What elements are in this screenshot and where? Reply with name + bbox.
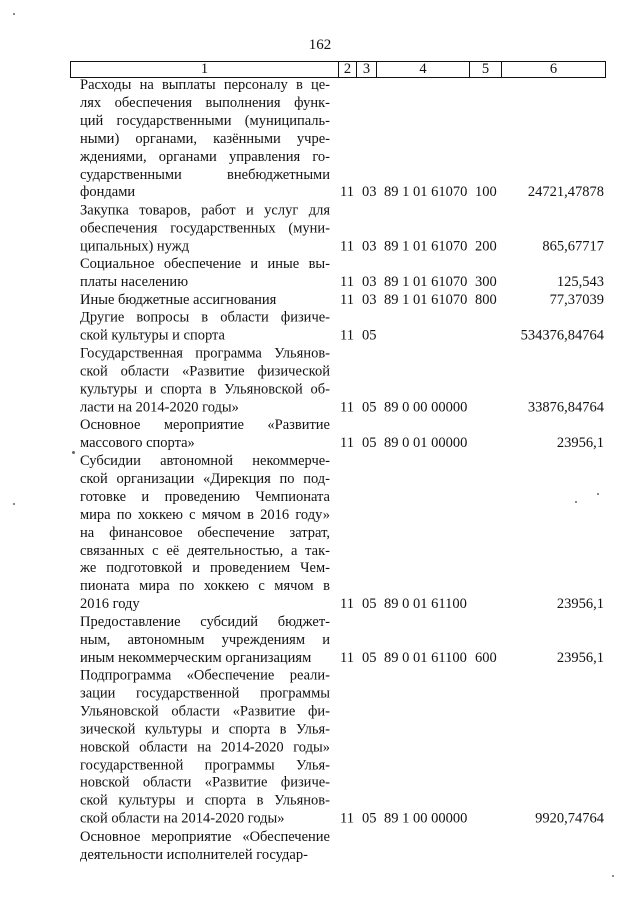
column-header-row (71, 62, 606, 78)
amount-value: 23956,1 (556, 434, 604, 451)
subsection-code: 03 (362, 291, 377, 308)
section-code: 11 (340, 273, 354, 290)
description-line: ской области на 2014-2020 годы» (80, 810, 285, 827)
table-row (0, 614, 640, 668)
description-line: Другие вопросы в области физиче- (80, 309, 330, 326)
column-header-target-article: 4 (377, 62, 470, 78)
amount-value: 24721,47878 (527, 184, 604, 201)
description-line: Расходы на выплаты персоналу в це- (80, 77, 330, 93)
amount-value: 77,37039 (549, 291, 604, 308)
table-row (0, 346, 640, 418)
row-description (80, 668, 330, 829)
description-line: ской организации «Дирекция по под- (80, 470, 330, 487)
scan-speck (13, 503, 15, 505)
description-line: Основное мероприятие «Развитие (80, 417, 330, 434)
expense-type-code: 800 (475, 291, 497, 308)
description-line: мира по хоккею с мячом в 2016 году» (80, 506, 330, 523)
table-row (0, 292, 640, 310)
amount-value: 23956,1 (556, 649, 604, 666)
column-header-table (70, 61, 606, 78)
target-article-code: 89 0 01 00000 (384, 434, 468, 451)
row-description (80, 292, 330, 310)
table-row (0, 77, 640, 202)
expense-type-code: 300 (475, 273, 497, 290)
target-article-code: 89 1 01 61070 (384, 273, 468, 290)
expense-type-code: 600 (475, 649, 497, 666)
description-line: на финансовое обеспечение затрат, (80, 524, 330, 541)
description-line: ской культуры и спорта в Ульянов- (80, 793, 330, 810)
amount-value: 125,543 (556, 273, 604, 290)
expense-type-code: 200 (475, 238, 497, 255)
table-row (0, 417, 640, 453)
column-header-section: 2 (339, 62, 357, 78)
subsection-code: 03 (362, 273, 377, 290)
target-article-code: 89 1 00 00000 (384, 810, 468, 827)
description-line: новской области «Развитие физиче- (80, 775, 330, 792)
description-line: обеспечения государственных (муни- (80, 220, 330, 237)
table-row (0, 256, 640, 292)
section-code: 11 (340, 238, 354, 255)
description-line: государственной программы Улья- (80, 757, 330, 774)
amount-value: 9920,74764 (535, 810, 604, 827)
section-code: 11 (340, 596, 354, 613)
target-article-code: 89 1 01 61070 (384, 184, 468, 201)
description-line: иным некоммерческим организациям (80, 649, 312, 666)
row-description (80, 256, 330, 292)
description-line: 2016 году (80, 596, 140, 613)
row-description (80, 453, 330, 614)
table-row (0, 453, 640, 614)
description-line: пионата мира по хоккею с мячом в (80, 578, 330, 595)
target-article-code: 89 0 01 61100 (384, 596, 467, 613)
scan-speck (72, 451, 75, 454)
description-line: платы населению (80, 273, 189, 290)
amount-value: 33876,84764 (527, 399, 604, 416)
description-line: деятельности исполнителей государ- (80, 846, 308, 863)
description-line: ципальных) нужд (80, 238, 190, 255)
column-header-name: 1 (71, 62, 339, 78)
section-code: 11 (340, 649, 354, 666)
section-code: 11 (340, 810, 354, 827)
description-line: связанных с её деятельностью, а так- (80, 542, 330, 559)
row-description (80, 202, 330, 256)
description-line: Субсидии автономной некоммерче- (80, 452, 330, 469)
description-line: Закупка товаров, работ и услуг для (80, 202, 330, 219)
target-article-code: 89 0 01 61100 (384, 649, 467, 666)
section-code: 11 (340, 184, 354, 201)
section-code: 11 (340, 399, 354, 416)
description-line: ской культуры и спорта (80, 327, 225, 344)
table-row (0, 829, 640, 865)
column-header-amount: 6 (502, 62, 606, 78)
amount-value: 534376,84764 (520, 327, 604, 344)
subsection-code: 05 (362, 327, 377, 344)
table-row (0, 202, 640, 256)
description-line: Ульяновской области «Развитие фи- (80, 703, 330, 720)
subsection-code: 05 (362, 649, 377, 666)
description-line: готовке и проведению Чемпионата (80, 488, 330, 505)
row-description (80, 829, 330, 865)
description-line: Основное мероприятие «Обеспечение (80, 828, 330, 845)
subsection-code: 05 (362, 434, 377, 451)
scan-speck (575, 501, 577, 503)
column-header-expense-type: 5 (470, 62, 502, 78)
row-description (80, 310, 330, 346)
amount-value: 865,67717 (542, 238, 604, 255)
description-line: ным, автономным учреждениям и (80, 631, 330, 648)
target-article-code: 89 1 01 61070 (384, 238, 468, 255)
description-line: новской области на 2014-2020 годы» (80, 739, 330, 756)
row-description (80, 614, 330, 668)
description-line: ными) органами, казёнными учре- (80, 130, 330, 147)
description-line: же подготовкой и проведением Чем- (80, 560, 330, 577)
description-line: Государственная программа Ульянов- (80, 345, 330, 362)
subsection-code: 05 (362, 810, 377, 827)
description-line: ласти на 2014-2020 годы» (80, 399, 239, 416)
row-description (80, 346, 330, 418)
subsection-code: 03 (362, 238, 377, 255)
page-number: 162 (308, 37, 332, 53)
subsection-code: 05 (362, 399, 377, 416)
target-article-code: 89 1 01 61070 (384, 291, 468, 308)
table-row (0, 310, 640, 346)
column-header-subsection: 3 (357, 62, 377, 78)
description-line: ций государственными (муниципаль- (80, 112, 330, 129)
scan-speck (612, 875, 614, 877)
section-code: 11 (340, 291, 354, 308)
section-code: 11 (340, 327, 354, 344)
description-line: зической культуры и спорта в Улья- (80, 721, 330, 738)
description-line: ждениями, органами управления го- (80, 148, 330, 165)
description-line: ской области «Развитие физической (80, 363, 330, 380)
section-code: 11 (340, 434, 354, 451)
target-article-code: 89 0 00 00000 (384, 399, 468, 416)
table-row (0, 668, 640, 829)
description-line: сударственными внебюджетными (80, 166, 330, 183)
description-line: фондами (80, 184, 136, 201)
description-line: массового спорта» (80, 435, 195, 452)
description-line: зации государственной программы (80, 685, 330, 702)
scan-speck (13, 13, 15, 15)
scan-speck (597, 493, 599, 495)
row-description (80, 417, 330, 453)
description-line: Иные бюджетные ассигнования (80, 291, 277, 308)
description-line: Подпрограмма «Обеспечение реали- (80, 667, 330, 684)
row-description (80, 77, 330, 202)
subsection-code: 05 (362, 596, 377, 613)
description-line: культуры и спорта в Ульяновской об- (80, 381, 330, 398)
amount-value: 23956,1 (556, 596, 604, 613)
subsection-code: 03 (362, 184, 377, 201)
description-line: лях обеспечения выполнения функ- (80, 94, 330, 111)
description-line: Предоставление субсидий бюджет- (80, 614, 330, 630)
expense-type-code: 100 (475, 184, 497, 201)
description-line: Социальное обеспечение и иные вы- (80, 256, 330, 272)
